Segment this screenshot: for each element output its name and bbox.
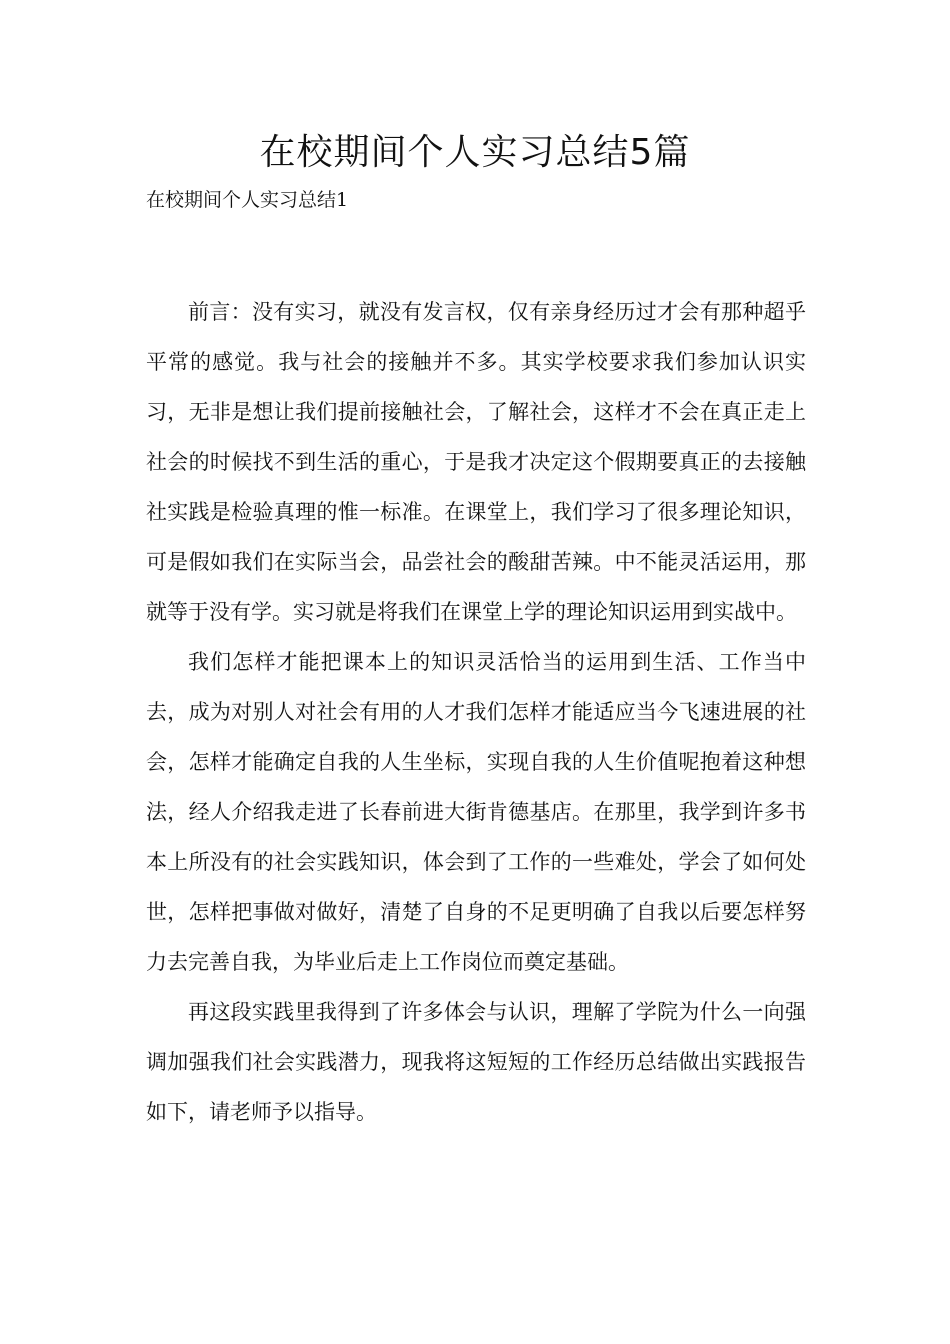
document-body: [146, 287, 806, 1137]
paragraph-3: 再这段实践里我得到了许多体会与认识，理解了学院为什么一向强调加强我们社会实践潜力，现我将这短短的工作经历总结做出实践报告如下，请老师予以指导。: [146, 1000, 806, 1124]
section-heading: 在校期间个人实习总结1: [146, 189, 349, 211]
document-title: 在校期间个人实习总结5篇: [259, 132, 691, 173]
paragraph-2: 我们怎样才能把课本上的知识灵活恰当的运用到生活、工作当中去，成为对别人对社会有用的人才我们怎样才能适应当今飞速进展的社会，怎样才能确定自我的人生坐标，实现自我的人生价值呢抱着这种想法，经人介绍我走进了长春前进大街肯德基店。在那里，我学到许多书本上所没有的社会实践知识，体会到了工作的一些难处，学会了如何处世，怎样把事做对做好，清楚了自身的不足更明确了自我以后要怎样努力去完善自我，为毕业后走上工作岗位而奠定基础。: [146, 650, 806, 974]
paragraph-1: 前言：没有实习，就没有发言权，仅有亲身经历过才会有那种超乎平常的感觉。我与社会的接触并不多。其实学校要求我们参加认识实习，无非是想让我们提前接触社会，了解社会，这样才不会在真正走上社会的时候找不到生活的重心，于是我才决定这个假期要真正的去接触社实践是检验真理的惟一标准。在课堂上，我们学习了很多理论知识，可是假如我们在实际当会，品尝社会的酸甜苦辣。中不能灵活运用，那就等于没有学。实习就是将我们在课堂上学的理论知识运用到实战中。: [146, 300, 806, 624]
